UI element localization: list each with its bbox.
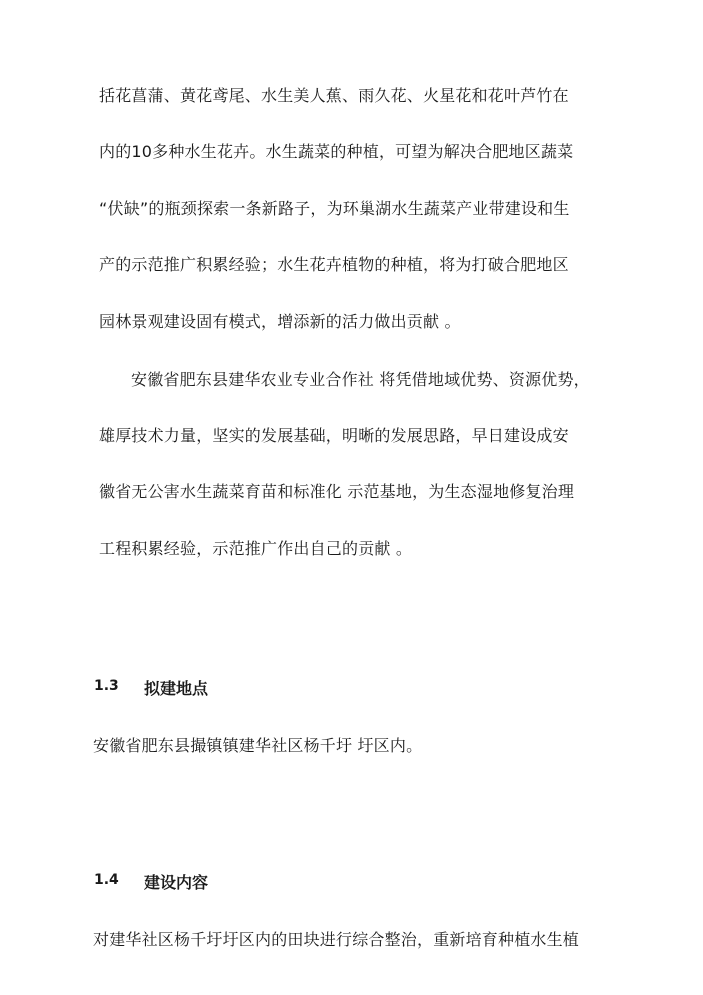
- paragraph-line: 内的10多种水生花卉。水生蔬菜的种植，可望为解决合肥地区蔬菜: [99, 142, 574, 161]
- paragraph-line: “伏缺”的瓶颈探索一条新路子，为环巢湖水生蔬菜产业带建设和生: [99, 199, 570, 218]
- paragraph-line: 雄厚技术力量，坚实的发展基础，明晰的发展思路，早日建设成安: [99, 426, 569, 445]
- section-title: 建设内容: [144, 873, 209, 892]
- section-title: 拟建地点: [144, 679, 209, 698]
- paragraph-line: 徽省无公害水生蔬菜育苗和标准化 示范基地，为生态湿地修复治理: [99, 482, 575, 501]
- section-text: 安徽省肥东县撮镇镇建华社区杨千圩 圩区内。: [93, 736, 423, 755]
- paragraph-line: 工程积累经验，示范推广作出自己的贡献 。: [99, 539, 413, 558]
- paragraph-line: 安徽省肥东县建华农业专业合作社 将凭借地域优势、资源优势，: [131, 370, 590, 389]
- paragraph-line: 产的示范推广积累经验；水生花卉植物的种植，将为打破合肥地区: [99, 255, 569, 274]
- section-number: 1.4: [94, 872, 119, 888]
- section-text: 对建华社区杨千圩圩区内的田块进行综合整治，重新培育种植水生植: [93, 930, 580, 949]
- section-number: 1.3: [94, 678, 119, 694]
- paragraph-line: 园林景观建设固有模式，增添新的活力做出贡献 。: [99, 312, 461, 331]
- paragraph-line: 括花菖蒲、黄花鸢尾、水生美人蕉、雨久花、火星花和花叶芦竹在: [99, 86, 569, 105]
